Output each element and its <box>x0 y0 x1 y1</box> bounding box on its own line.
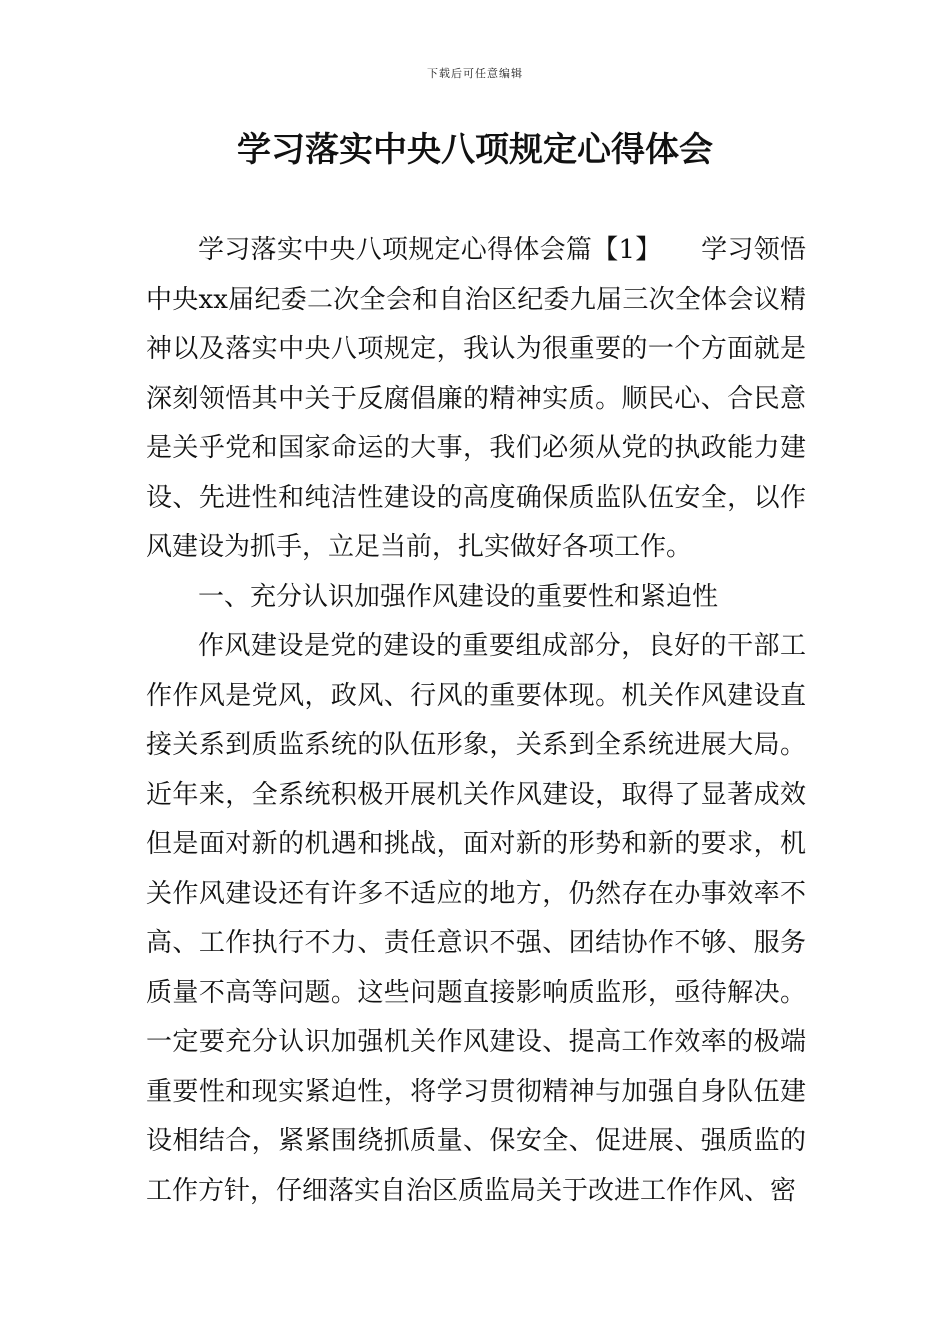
paragraph-intro: 学习落实中央八项规定心得体会篇【1】 学习领悟中央xx届纪委二次全会和自治区纪委九届三次全体会议精神以及落实中央八项规定，我认为很重要的一个方面就是深刻领悟其中关于反腐倡廉的精神实质。顺民心、合民意是关乎党和国家命运的大事，我们必须从党的执政能力建设、先进性和纯洁性建设的高度确保质监队伍安全，以作风建设为抓手，立足当前，扎实做好各项工作。 <box>146 235 806 562</box>
paragraph-section-heading: 一、充分认识加强作风建设的重要性和紧迫性 <box>198 581 719 612</box>
paragraph-body: 作风建设是党的建设的重要组成部分，良好的干部工作作风是党风，政风、行风的重要体现。机关作风建设直接关系到质监系统的队伍形象，关系到全系统进展大局。近年来，全系统积极开展机关作风建设，取得了显著成效但是面对新的机遇和挑战，面对新的形势和新的要求，机关作风建设还有许多不适应的地方，仍然存在办事效率不高、工作执行不力、责任意识不强、团结协作不够、服务质量不高等问题。这些问题直接影响质监形，亟待解决。一定要充分认识加强机关作风建设、提高工作效率的极端重要性和现实紧迫性，将学习贯彻精神与加强自身队伍建设相结合，紧紧围绕抓质量、保安全、促进展、强质监的工作方针，仔细落实自治区质监局关于改进工作作风、密 <box>146 631 806 1206</box>
header-note: 下载后可任意编辑 <box>427 67 523 80</box>
document-body <box>146 226 806 1216</box>
document-title: 学习落实中央八项规定心得体会 <box>237 130 713 170</box>
